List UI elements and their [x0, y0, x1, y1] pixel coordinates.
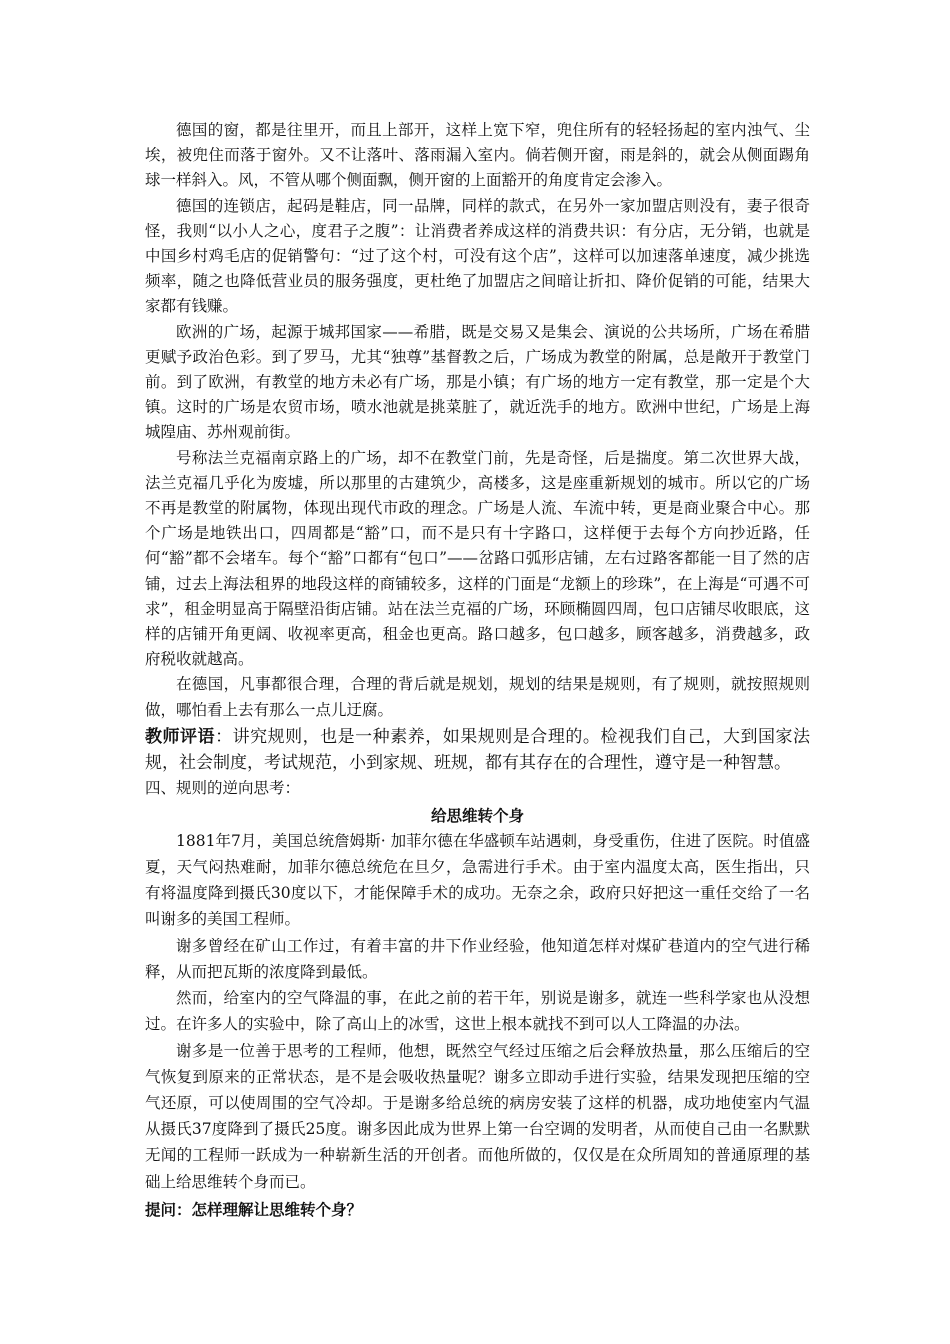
question: 提问：怎样理解让思维转个身？	[145, 1199, 363, 1219]
paragraph-frankfurt-square: 号称法兰克福南京路上的广场，却不在教堂门前，先是奇怪，后是揣度。第二次世界大战，法兰克福几乎化为废墟，所以那里的古建筑少，高楼多，这是座重新规划的城市。所以它的广场不再是教堂的附属物，体现出现代市政的理念。广场是人流、车流中转，更是商业聚合中心。那个广场是地铁出口，四周都是“豁”口，而不是只有十字路口，这样便于去每个方向抄近路，任何“豁”都不会堵车。每个“豁”口都有“包口”——岔路口弧形店铺，左右过路客都能一目了然的店铺，过去上海法租界的地段这样的商铺较多，这样的门面是“龙额上的珍珠”，在上海是“可遇不可求”，租金明显高于隔壁沿街店铺。站在法兰克福的广场，环顾椭圆四周，包口店铺尽收眼底，这样的店铺开角更阔、收视率更高，租金也更高。路口越多，包口越多，顾客越多，消费越多，政府税收就越高。	[145, 448, 810, 669]
paragraph-cooling-history: 然而，给室内的空气降温的事，在此之前的若干年，别说是谢多，就连一些科学家也从没想过。在许多人的实验中，除了高山上的冰雪，这世上根本就找不到可以人工降温的办法。	[145, 989, 810, 1034]
paragraph-invention: 谢多是一位善于思考的工程师，他想，既然空气经过压缩之后会释放热量，那么压缩后的空气恢复到原来的正常状态，是不是会吸收热量呢？谢多立即动手进行实验，结果发现把压缩的空气还原，可以使周围的空气冷却。于是谢多给总统的病房安装了这样的机器，成功地使室内气温从摄氏37度降到了摄氏25度。谢多因此成为世界上第一台空调的发明者，从而使自己由一名默默无闻的工程师一跃成为一种崭新生活的开创者。而他所做的，仅仅是在众所周知的普通原理的基础上给思维转个身而已。	[145, 1041, 810, 1191]
document-page	[145, 118, 810, 1222]
paragraph-germany-rules: 在德国，凡事都很合理，合理的背后就是规划，规划的结果是规则，有了规则，就按照规则做，哪怕看上去有那么一点儿迂腐。	[145, 675, 810, 719]
teacher-comment	[145, 724, 810, 776]
paragraph-chain-stores: 德国的连锁店，起码是鞋店，同一品牌，同样的款式，在另外一家加盟店则没有，妻子很奇怪，我则“以小人之心，度君子之腹”：让消费者养成这样的消费共识：有分店，无分销，也就是中国乡村鸡毛店的促销警句：“过了这个村，可没有这个店”，这样可以加速落单速度，减少挑选频率，随之也降低营业员的服务强度，更杜绝了加盟店之间暗让折扣、降价促销的可能，结果大家都有钱赚。	[145, 196, 810, 316]
article-title: 给思维转个身	[430, 805, 524, 825]
teacher-comment-text: ：讲究规则，也是一种素养，如果规则是合理的。检视我们自己，大到国家法规，社会制度，考试规范，小到家规、班规，都有其存在的合理性，遵守是一种智慧。	[145, 726, 811, 773]
section-heading: 四、规则的逆向思考：	[145, 778, 301, 797]
paragraph-german-windows: 德国的窗，都是往里开，而且上部开，这样上宽下窄，兜住所有的轻轻扬起的室内浊气、尘埃，被兜住而落于窗外。又不让落叶、落雨漏入室内。倘若侧开窗，雨是斜的，就会从侧面踢角球一样斜入。风，不管从哪个侧面飘，侧开窗的上面豁开的角度肯定会渗入。	[145, 121, 810, 190]
teacher-comment-label: 教师评语	[145, 726, 216, 747]
paragraph-european-squares: 欧洲的广场，起源于城邦国家——希腊，既是交易又是集会、演说的公共场所，广场在希腊更赋予政治色彩。到了罗马，尤其“独尊”基督教之后，广场成为教堂的附属，总是敞开于教堂门前。到了欧洲，有教堂的地方未必有广场，那是小镇；有广场的地方一定有教堂，那一定是个大镇。这时的广场是农贸市场，喷水池就是挑菜脏了，就近洗手的地方。欧洲中世纪，广场是上海城隍庙、苏州观前街。	[145, 322, 810, 442]
paragraph-garfield: 1881年7月，美国总统詹姆斯· 加菲尔德在华盛顿车站遇刺，身受重伤，住进了医院。时值盛夏，天气闷热难耐，加菲尔德总统危在旦夕，急需进行手术。由于室内温度太高，医生指出，只有将温度降到摄氏30度以下，才能保障手术的成功。无奈之余，政府只好把这一重任交给了一名叫谢多的美国工程师。	[145, 831, 810, 929]
paragraph-xieduo-mine: 谢多曾经在矿山工作过，有着丰富的井下作业经验，他知道怎样对煤矿巷道内的空气进行稀释，从而把瓦斯的浓度降到最低。	[145, 936, 810, 981]
